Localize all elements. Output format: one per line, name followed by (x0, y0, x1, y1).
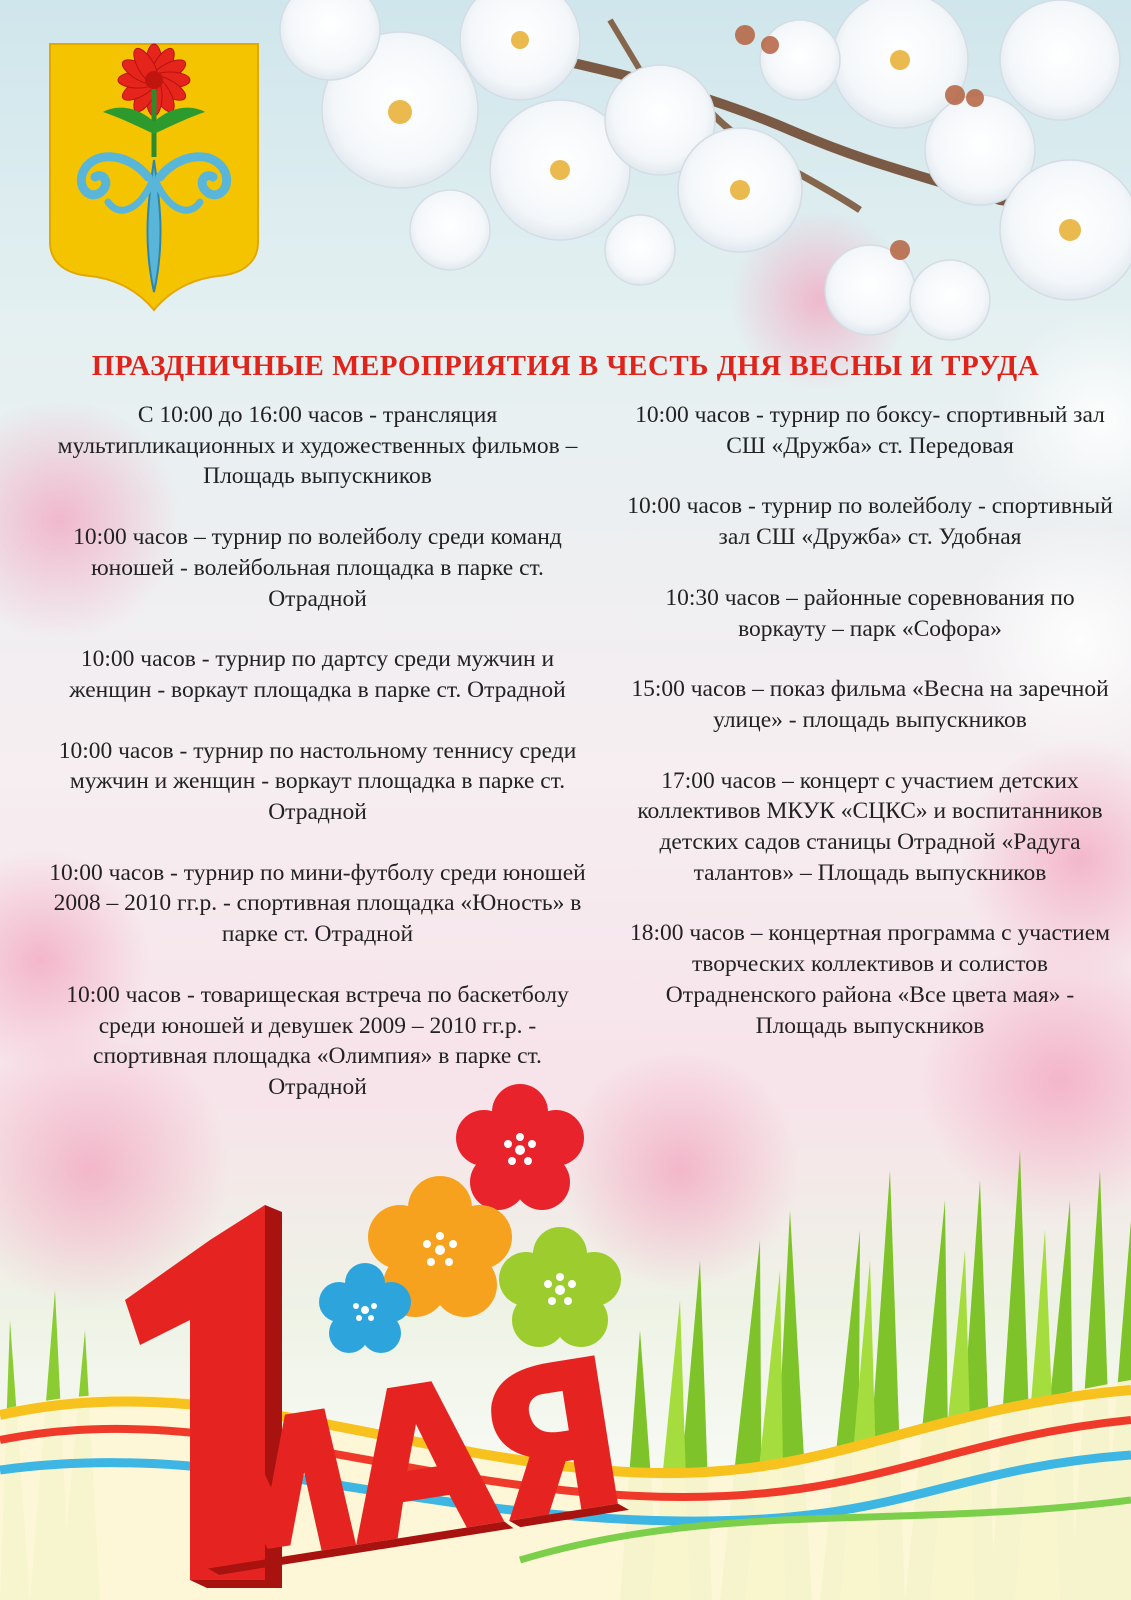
event-item: 17:00 часов – концерт с участием детских коллективов МКУК «СЦКС» и воспитанников детских садов станицы Отрадной «Радуга талантов» – Площадь выпускников (637, 767, 1103, 886)
event-item: 10:00 часов - турнир по боксу- спортивный зал СШ «Дружба» ст. Передовая (635, 402, 1105, 459)
event-item: 18:00 часов – концертная программа с участием творческих коллективов и солистов Отрадненского района «Все цвета мая» - Площадь выпускников (629, 920, 1111, 1039)
date-number-graphic (125, 1205, 282, 1588)
event-item: 10:00 часов - турнир по мини-футболу среди юношей 2008 – 2010 гг.р. - спортивная площадка «Юность» в парке ст. Отрадной (49, 859, 586, 948)
may-day-art (0, 1080, 1131, 1600)
event-item: 10:30 часов – районные соревнования по воркауту – парк «Софора» (665, 584, 1075, 642)
right-events-column (625, 400, 1115, 1071)
colored-flowers-icon (319, 1084, 621, 1353)
event-item: 10:00 часов - турнир по волейболу - спортивный зал СШ «Дружба» ст. Удобная (627, 493, 1113, 551)
event-item: 15:00 часов – показ фильма «Весна на заречной улице» - площадь выпускников (631, 676, 1109, 733)
event-item: С 10:00 до 16:00 часов - трансляция мультипликационных и художественных фильмов – Площадь выпускников (57, 402, 578, 490)
poster-title: ПРАЗДНИЧНЫЕ МЕРОПРИЯТИЯ В ЧЕСТЬ ДНЯ ВЕСНЫ И ТРУДА (91, 350, 1040, 382)
event-item: 10:00 часов - турнир по дартсу среди мужчин и женщин - воркаут площадка в парке ст. Отрадной (69, 646, 566, 703)
event-item: 10:00 часов - турнир по настольному теннису среди мужчин и женщин - воркаут площадка в парке ст. Отрадной (58, 737, 577, 826)
coat-of-arms-emblem (48, 42, 260, 312)
event-item: 10:00 часов – турнир по волейболу среди команд юношей - волейбольная площадка в парке ст. Отрадной (73, 524, 562, 612)
event-item: 10:00 часов - товарищеская встреча по баскетболу среди юношей и девушек 2009 – 2010 гг.р. - спортивная площадка «Олимпия» в парке ст. Отрадной (66, 981, 569, 1100)
blossom-branch (280, 0, 1131, 340)
left-events-column (45, 400, 590, 1133)
